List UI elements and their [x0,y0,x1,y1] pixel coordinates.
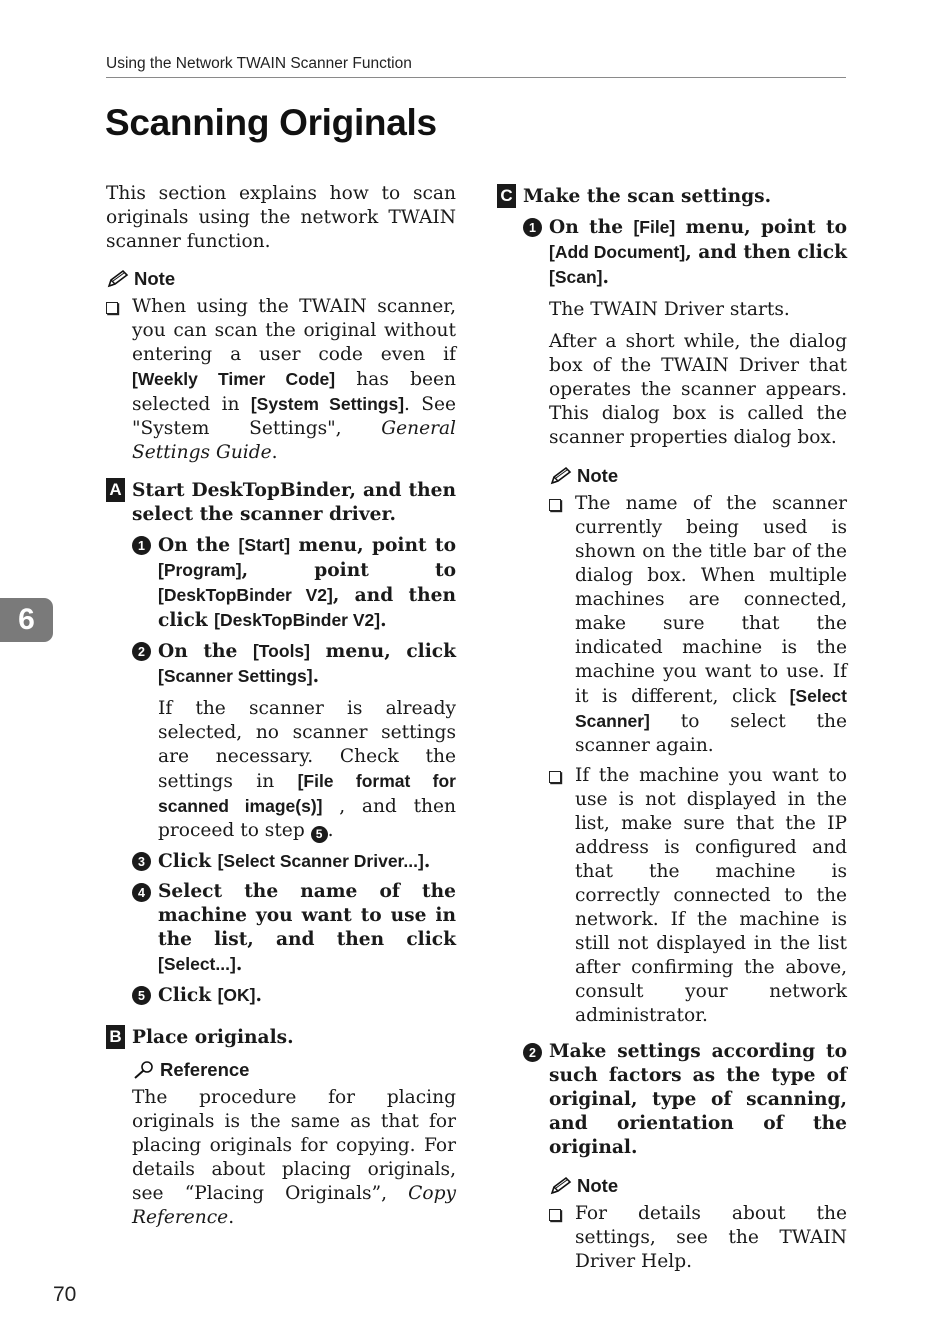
substep-number: 5 [132,986,151,1005]
reference-heading [132,1058,456,1082]
step-marker: B [106,1025,125,1049]
substep-number: 2 [523,1043,542,1062]
note-text: For details about the settings, see the TWAIN Driver Help. [575,1203,847,1272]
substep-number: 4 [132,883,151,902]
note-label: Note [577,1175,619,1196]
substep-number: 3 [132,852,151,871]
note-label: Note [134,268,176,289]
step-marker: C [497,184,516,208]
reference-text: The procedure for placing originals is the same as that for placing originals for copying. For details about placing originals, see “Placing Originals”, Copy Reference. [132,1087,456,1228]
substep-heading: Make settings according to such factors as the type of original, type of scanning, and orientation of the original. [549,1041,847,1158]
step-b [106,1026,456,1050]
substep-2 [132,639,456,843]
keyword: [Weekly Timer Code] [132,369,336,389]
substep-number: 1 [523,218,542,237]
note-heading [549,1174,847,1198]
substep-heading: Select the name of the machine you want to use in the list, and then click [Select...]. [158,881,456,975]
note-bullet [549,492,847,758]
substep-heading: On the [Tools] menu, click [Scanner Settings]. [158,641,456,687]
step-title: Start DeskTopBinder, and then select the scanner driver. [132,480,456,525]
substep-heading: Click [Select Scanner Driver...]. [158,851,431,872]
left-column [106,180,456,1230]
running-header: Using the Network TWAIN Scanner Function [106,55,846,78]
checkbox-bullet-icon [549,771,561,783]
checkbox-bullet-icon [106,302,118,314]
step-reference-number: 5 [311,826,328,843]
substep-5 [132,983,456,1008]
note-heading [106,267,456,291]
step-title: Make the scan settings. [523,186,772,207]
note-bullet [106,295,456,465]
magnifier-reference-icon [132,1060,156,1080]
substep-paragraph: If the scanner is already selected, no scanner settings are necessary. Check the settings in [File format for scanned image(s)] , and then proceed to step 5 . [158,698,456,841]
substep-paragraph: The TWAIN Driver starts. [549,299,790,320]
substep-1 [132,533,456,633]
substep-3 [132,849,456,874]
step-marker: A [106,478,125,502]
keyword: [System Settings] [250,394,405,414]
checkbox-bullet-icon [549,499,561,511]
substep-number: 1 [132,536,151,555]
note-bullet [549,764,847,1028]
reference-label: Reference [160,1059,250,1080]
note-bullet [549,1202,847,1274]
substep-heading: On the [Start] menu, point to [Program], point to [DeskTopBinder V2], and then click [DeskTopBinder V2]. [158,535,457,631]
pencil-note-icon [549,466,573,486]
note-heading [549,464,847,488]
step-a [106,479,456,527]
substep-paragraph: After a short while, the dialog box of the TWAIN Driver that operates the scanner appears. This dialog box is called the scanner properties dialog box. [549,331,847,448]
right-column [497,185,847,1280]
substep-number: 2 [132,642,151,661]
pencil-note-icon [549,1176,573,1196]
substep-heading: Click [OK]. [158,985,262,1006]
note-text: The name of the scanner currently being used is shown on the title bar of the dialog box. When multiple machines are connected, make sure that the indicated machine is the machine you want to use. If it is different, click [Select Scanner] to select the scanner again. [575,493,847,756]
page-title: Scanning Originals [105,102,437,143]
page-number: 70 [53,1283,77,1306]
substep-heading: On the [File] menu, point to [Add Document], and then click [Scan]. [549,217,847,288]
substep-4 [132,880,456,977]
chapter-tab: 6 [0,598,53,642]
note-text: When using the TWAIN scanner, you can scan the original without entering a user code even if [Weekly Timer Code] has been selected in [System Settings]. See "System Settings", General Settings Guide. [132,296,457,463]
substep-1 [523,215,847,1034]
intro-paragraph: This section explains how to scan originals using the network TWAIN scanner function. [106,183,456,252]
checkbox-bullet-icon [549,1209,561,1221]
step-title: Place originals. [132,1027,294,1048]
note-label: Note [577,465,619,486]
step-c [497,185,847,209]
pencil-note-icon [106,269,130,289]
note-text: If the machine you want to use is not displayed in the list, make sure that the IP address is configured and that the machine is correctly connected to the network. If the machine is still not displayed in the list after confirming the above, consult your network administrator. [575,765,847,1026]
substep-2 [523,1040,847,1280]
